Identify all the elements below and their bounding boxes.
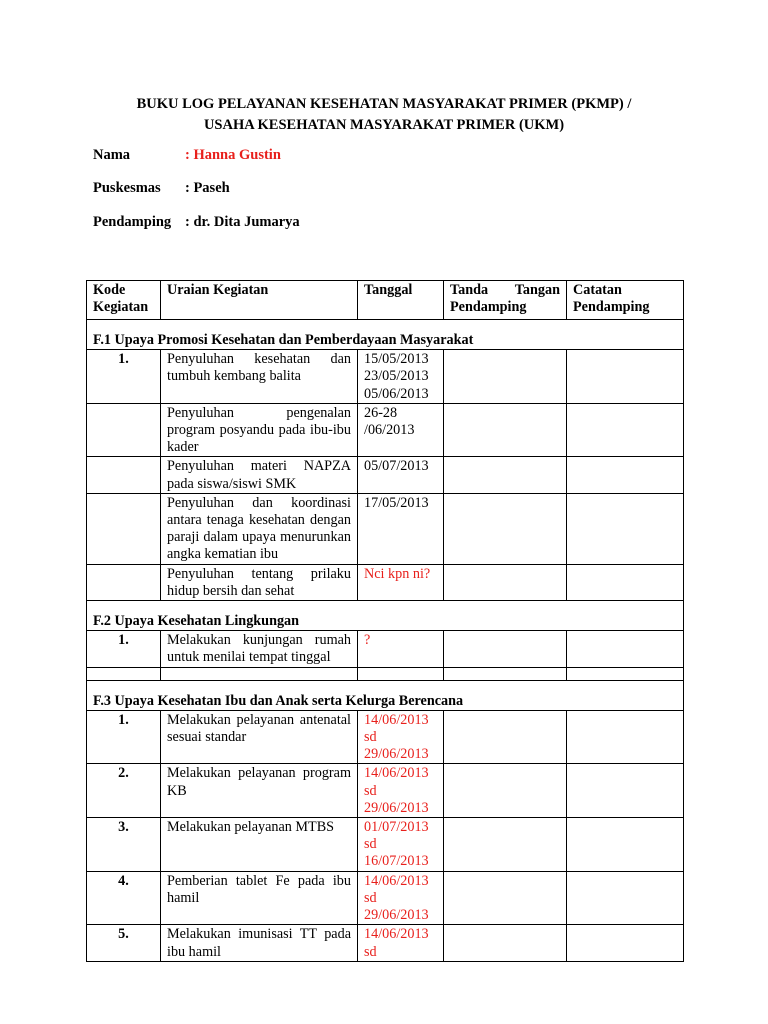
section-row xyxy=(87,320,684,350)
header-kode: Kode Kegiatan xyxy=(87,281,161,320)
tanda-tangan-cell xyxy=(444,764,567,818)
kode-cell: 5. xyxy=(87,925,161,961)
catatan-cell xyxy=(567,764,684,818)
tanggal-cell: 17/05/2013 xyxy=(358,493,444,564)
kode-cell xyxy=(87,403,161,457)
meta-nama xyxy=(93,147,281,164)
tanda-tangan-cell xyxy=(444,457,567,493)
title-line-2: USAHA KESEHATAN MASYARAKAT PRIMER (UKM) xyxy=(203,117,565,133)
title-line-1: BUKU LOG PELAYANAN KESEHATAN MASYARAKAT PRIMER (PKMP) / xyxy=(136,96,632,112)
nama-label: Nama xyxy=(93,147,131,163)
kode-cell: 1. xyxy=(87,350,161,404)
table-row xyxy=(87,631,684,667)
table-row xyxy=(87,710,684,764)
catatan-cell xyxy=(567,350,684,404)
kode-cell: 3. xyxy=(87,818,161,872)
empty-row xyxy=(87,667,684,680)
tanda-tangan-cell xyxy=(444,710,567,764)
tanda-tangan-cell xyxy=(444,925,567,961)
meta-puskesmas xyxy=(93,180,230,197)
table-row xyxy=(87,871,684,925)
kode-cell xyxy=(87,493,161,564)
tanggal-cell: 14/06/2013 sd 29/06/2013 xyxy=(358,871,444,925)
tanda-tangan-cell xyxy=(444,818,567,872)
empty-cell xyxy=(444,667,567,680)
header-tanggal: Tanggal xyxy=(358,281,444,320)
table-row xyxy=(87,764,684,818)
pendamping-label: Pendamping xyxy=(93,214,172,230)
tanda-tangan-cell xyxy=(444,350,567,404)
meta-pendamping xyxy=(93,214,300,231)
catatan-cell xyxy=(567,871,684,925)
document-title xyxy=(0,94,768,136)
catatan-cell xyxy=(567,710,684,764)
uraian-cell: Pemberian tablet Fe pada ibu hamil xyxy=(161,871,358,925)
tanggal-cell: ? xyxy=(358,631,444,667)
uraian-cell: Penyuluhan materi NAPZA pada siswa/siswi SMK xyxy=(161,457,358,493)
header-tanda-tangan: Tanda Tangan Pendamping xyxy=(444,281,567,320)
uraian-cell: Penyuluhan kesehatan dan tumbuh kembang balita xyxy=(161,350,358,404)
table-row xyxy=(87,493,684,564)
header-catatan: Catatan Pendamping xyxy=(567,281,684,320)
uraian-cell: Penyuluhan pengenalan program posyandu pada ibu-ibu kader xyxy=(161,403,358,457)
section-row xyxy=(87,601,684,631)
tanggal-cell: 14/06/2013 sd xyxy=(358,925,444,961)
catatan-cell xyxy=(567,925,684,961)
table-row xyxy=(87,925,684,961)
tanda-tangan-cell xyxy=(444,564,567,600)
kode-cell: 4. xyxy=(87,871,161,925)
section-title: F.3 Upaya Kesehatan Ibu dan Anak serta Kelurga Berencana xyxy=(87,680,684,710)
tanggal-cell: 26-28 /06/2013 xyxy=(358,403,444,457)
empty-cell xyxy=(161,667,358,680)
tanggal-cell: 14/06/2013 sd 29/06/2013 xyxy=(358,764,444,818)
table-header-row xyxy=(87,281,684,320)
puskesmas-value: : Paseh xyxy=(185,180,230,196)
tanggal-cell: Nci kpn ni? xyxy=(358,564,444,600)
uraian-cell: Penyuluhan tentang prilaku hidup bersih dan sehat xyxy=(161,564,358,600)
uraian-cell: Melakukan pelayanan antenatal sesuai standar xyxy=(161,710,358,764)
puskesmas-label: Puskesmas xyxy=(93,180,161,196)
tanggal-cell: 15/05/2013 23/05/2013 05/06/2013 xyxy=(358,350,444,404)
catatan-cell xyxy=(567,457,684,493)
catatan-cell xyxy=(567,818,684,872)
table-row xyxy=(87,457,684,493)
table-row xyxy=(87,403,684,457)
catatan-cell xyxy=(567,403,684,457)
uraian-cell: Melakukan pelayanan program KB xyxy=(161,764,358,818)
table-row xyxy=(87,350,684,404)
kode-cell xyxy=(87,564,161,600)
pendamping-value: : dr. Dita Jumarya xyxy=(185,214,300,230)
log-table xyxy=(86,280,684,962)
kode-cell: 1. xyxy=(87,631,161,667)
log-table-body xyxy=(87,281,684,962)
kode-cell xyxy=(87,457,161,493)
table-row xyxy=(87,818,684,872)
empty-cell xyxy=(87,667,161,680)
tanda-tangan-cell xyxy=(444,403,567,457)
tanda-tangan-cell xyxy=(444,631,567,667)
nama-value: : Hanna Gustin xyxy=(185,147,281,163)
tanda-tangan-cell xyxy=(444,493,567,564)
kode-cell: 2. xyxy=(87,764,161,818)
catatan-cell xyxy=(567,564,684,600)
empty-cell xyxy=(567,667,684,680)
tanggal-cell: 01/07/2013 sd 16/07/2013 xyxy=(358,818,444,872)
section-row xyxy=(87,680,684,710)
tanda-tangan-cell xyxy=(444,871,567,925)
uraian-cell: Penyuluhan dan koordinasi antara tenaga kesehatan dengan paraji dalam upaya menurunkan angka kematian ibu xyxy=(161,493,358,564)
header-uraian: Uraian Kegiatan xyxy=(161,281,358,320)
uraian-cell: Melakukan kunjungan rumah untuk menilai tempat tinggal xyxy=(161,631,358,667)
uraian-cell: Melakukan pelayanan MTBS xyxy=(161,818,358,872)
uraian-cell: Melakukan imunisasi TT pada ibu hamil xyxy=(161,925,358,961)
section-title: F.1 Upaya Promosi Kesehatan dan Pemberdayaan Masyarakat xyxy=(87,320,684,350)
catatan-cell xyxy=(567,631,684,667)
section-title: F.2 Upaya Kesehatan Lingkungan xyxy=(87,601,684,631)
tanggal-cell: 14/06/2013 sd 29/06/2013 xyxy=(358,710,444,764)
catatan-cell xyxy=(567,493,684,564)
table-row xyxy=(87,564,684,600)
tanggal-cell: 05/07/2013 xyxy=(358,457,444,493)
empty-cell xyxy=(358,667,444,680)
kode-cell: 1. xyxy=(87,710,161,764)
